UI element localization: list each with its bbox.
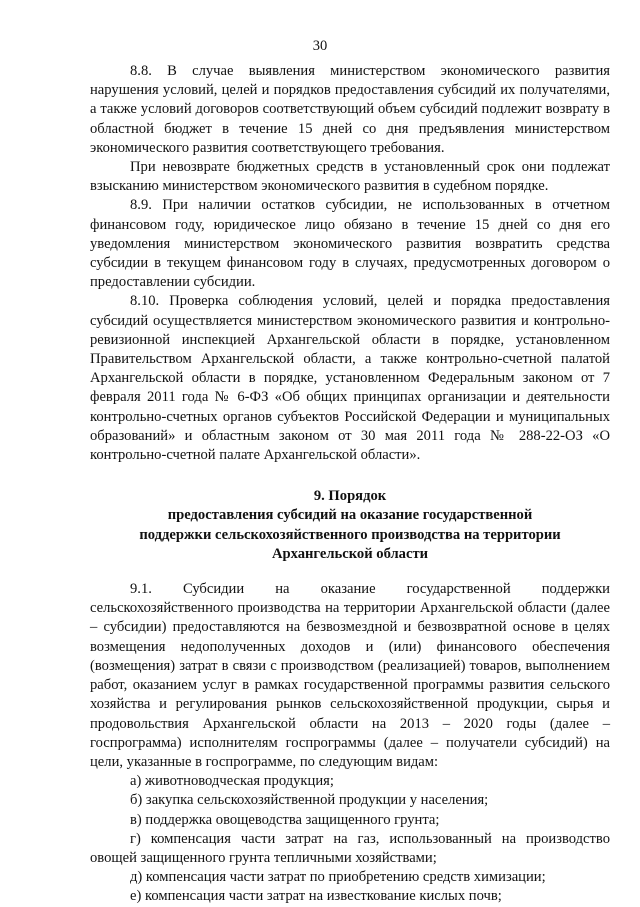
- document-body: [90, 62, 610, 907]
- list-item-a: а) животноводческая продукция;: [130, 773, 334, 790]
- list-item-b: б) закупка сельскохозяйственной продукции у населения;: [130, 792, 489, 809]
- list-item-d: д) компенсация части затрат по приобретению средств химизации;: [130, 869, 546, 886]
- list-item-e: е) компенсация части затрат на известкование кислых почв;: [130, 888, 502, 905]
- section-heading: [90, 487, 610, 564]
- paragraph-9-1: 9.1. Субсидии на оказание государственной поддержки сельскохозяйственного производства на территории Архангельской области (далее – субсидии) предоставляются на безвозмездной и безвозвратной основе в целях возмещения недополученных доходов и (или) финансового обеспечения (возмещения) затрат в связи с производством (реализацией) товаров, выполнением работ, оказанием услуг в рамках государственной программы развития сельского хозяйства и регулирования рынков сельскохозяйственной продукции, сырья и продовольствия Архангельской области на 2013 – 2020 годы (далее – госпрограмма) исполнителям госпрограммы (далее – получатели субсидий) на цели, указанные в госпрограмме, по следующим видам:: [90, 581, 610, 770]
- section-heading-number: 9. Порядок: [313, 488, 387, 505]
- section-heading-line: поддержки сельскохозяйственного производства на территории: [139, 526, 561, 543]
- section-heading-line: Архангельской области: [271, 545, 429, 562]
- paragraph-8-10: 8.10. Проверка соблюдения условий, целей и порядка предоставления субсидий осуществляется министерством экономического развития и контрольно-ревизионной инспекцией Архангельской области в порядке, установленном Правительством Архангельской области, а также контрольно-счетной палатой Архангельской области в порядке, установленном Федеральным законом от 7 февраля 2011 года № 6-ФЗ «Об общих принципах организации и деятельности контрольно-счетных органов субъектов Российской Федерации и муниципальных образований» и областным законом от 30 мая 2011 года № 288-22-ОЗ «О контрольно-счетной палате Архангельской области».: [90, 293, 610, 464]
- list-item-g: г) компенсация части затрат на газ, использованный на производство овощей защищенного грунта тепличными хозяйствами;: [90, 830, 610, 866]
- paragraph-refund-enforcement: При невозврате бюджетных средств в установленный срок они подлежат взысканию министерством экономического развития в судебном порядке.: [90, 159, 610, 195]
- paragraph-8-8: 8.8. В случае выявления министерством экономического развития нарушения условий, целей и порядков предоставления субсидий их получателями, а также условий договоров соответствующий объем субсидий подлежит возврату в областной бюджет в течение 15 дней со дня предъявления министерством экономического развития соответствующего требования.: [90, 63, 610, 156]
- page-number: 30: [312, 38, 328, 54]
- section-heading-line: предоставления субсидий на оказание государственной: [167, 507, 533, 524]
- paragraph-8-9: 8.9. При наличии остатков субсидии, не использованных в отчетном финансовом году, юридическое лицо обязано в течение 15 дней со дня его уведомления министерством экономического развития возвратить средства субсидии в текущем финансовом году в случаях, предусмотренных договором о предоставлении субсидии.: [90, 197, 610, 291]
- list-item-v: в) поддержка овощеводства защищенного грунта;: [130, 811, 440, 828]
